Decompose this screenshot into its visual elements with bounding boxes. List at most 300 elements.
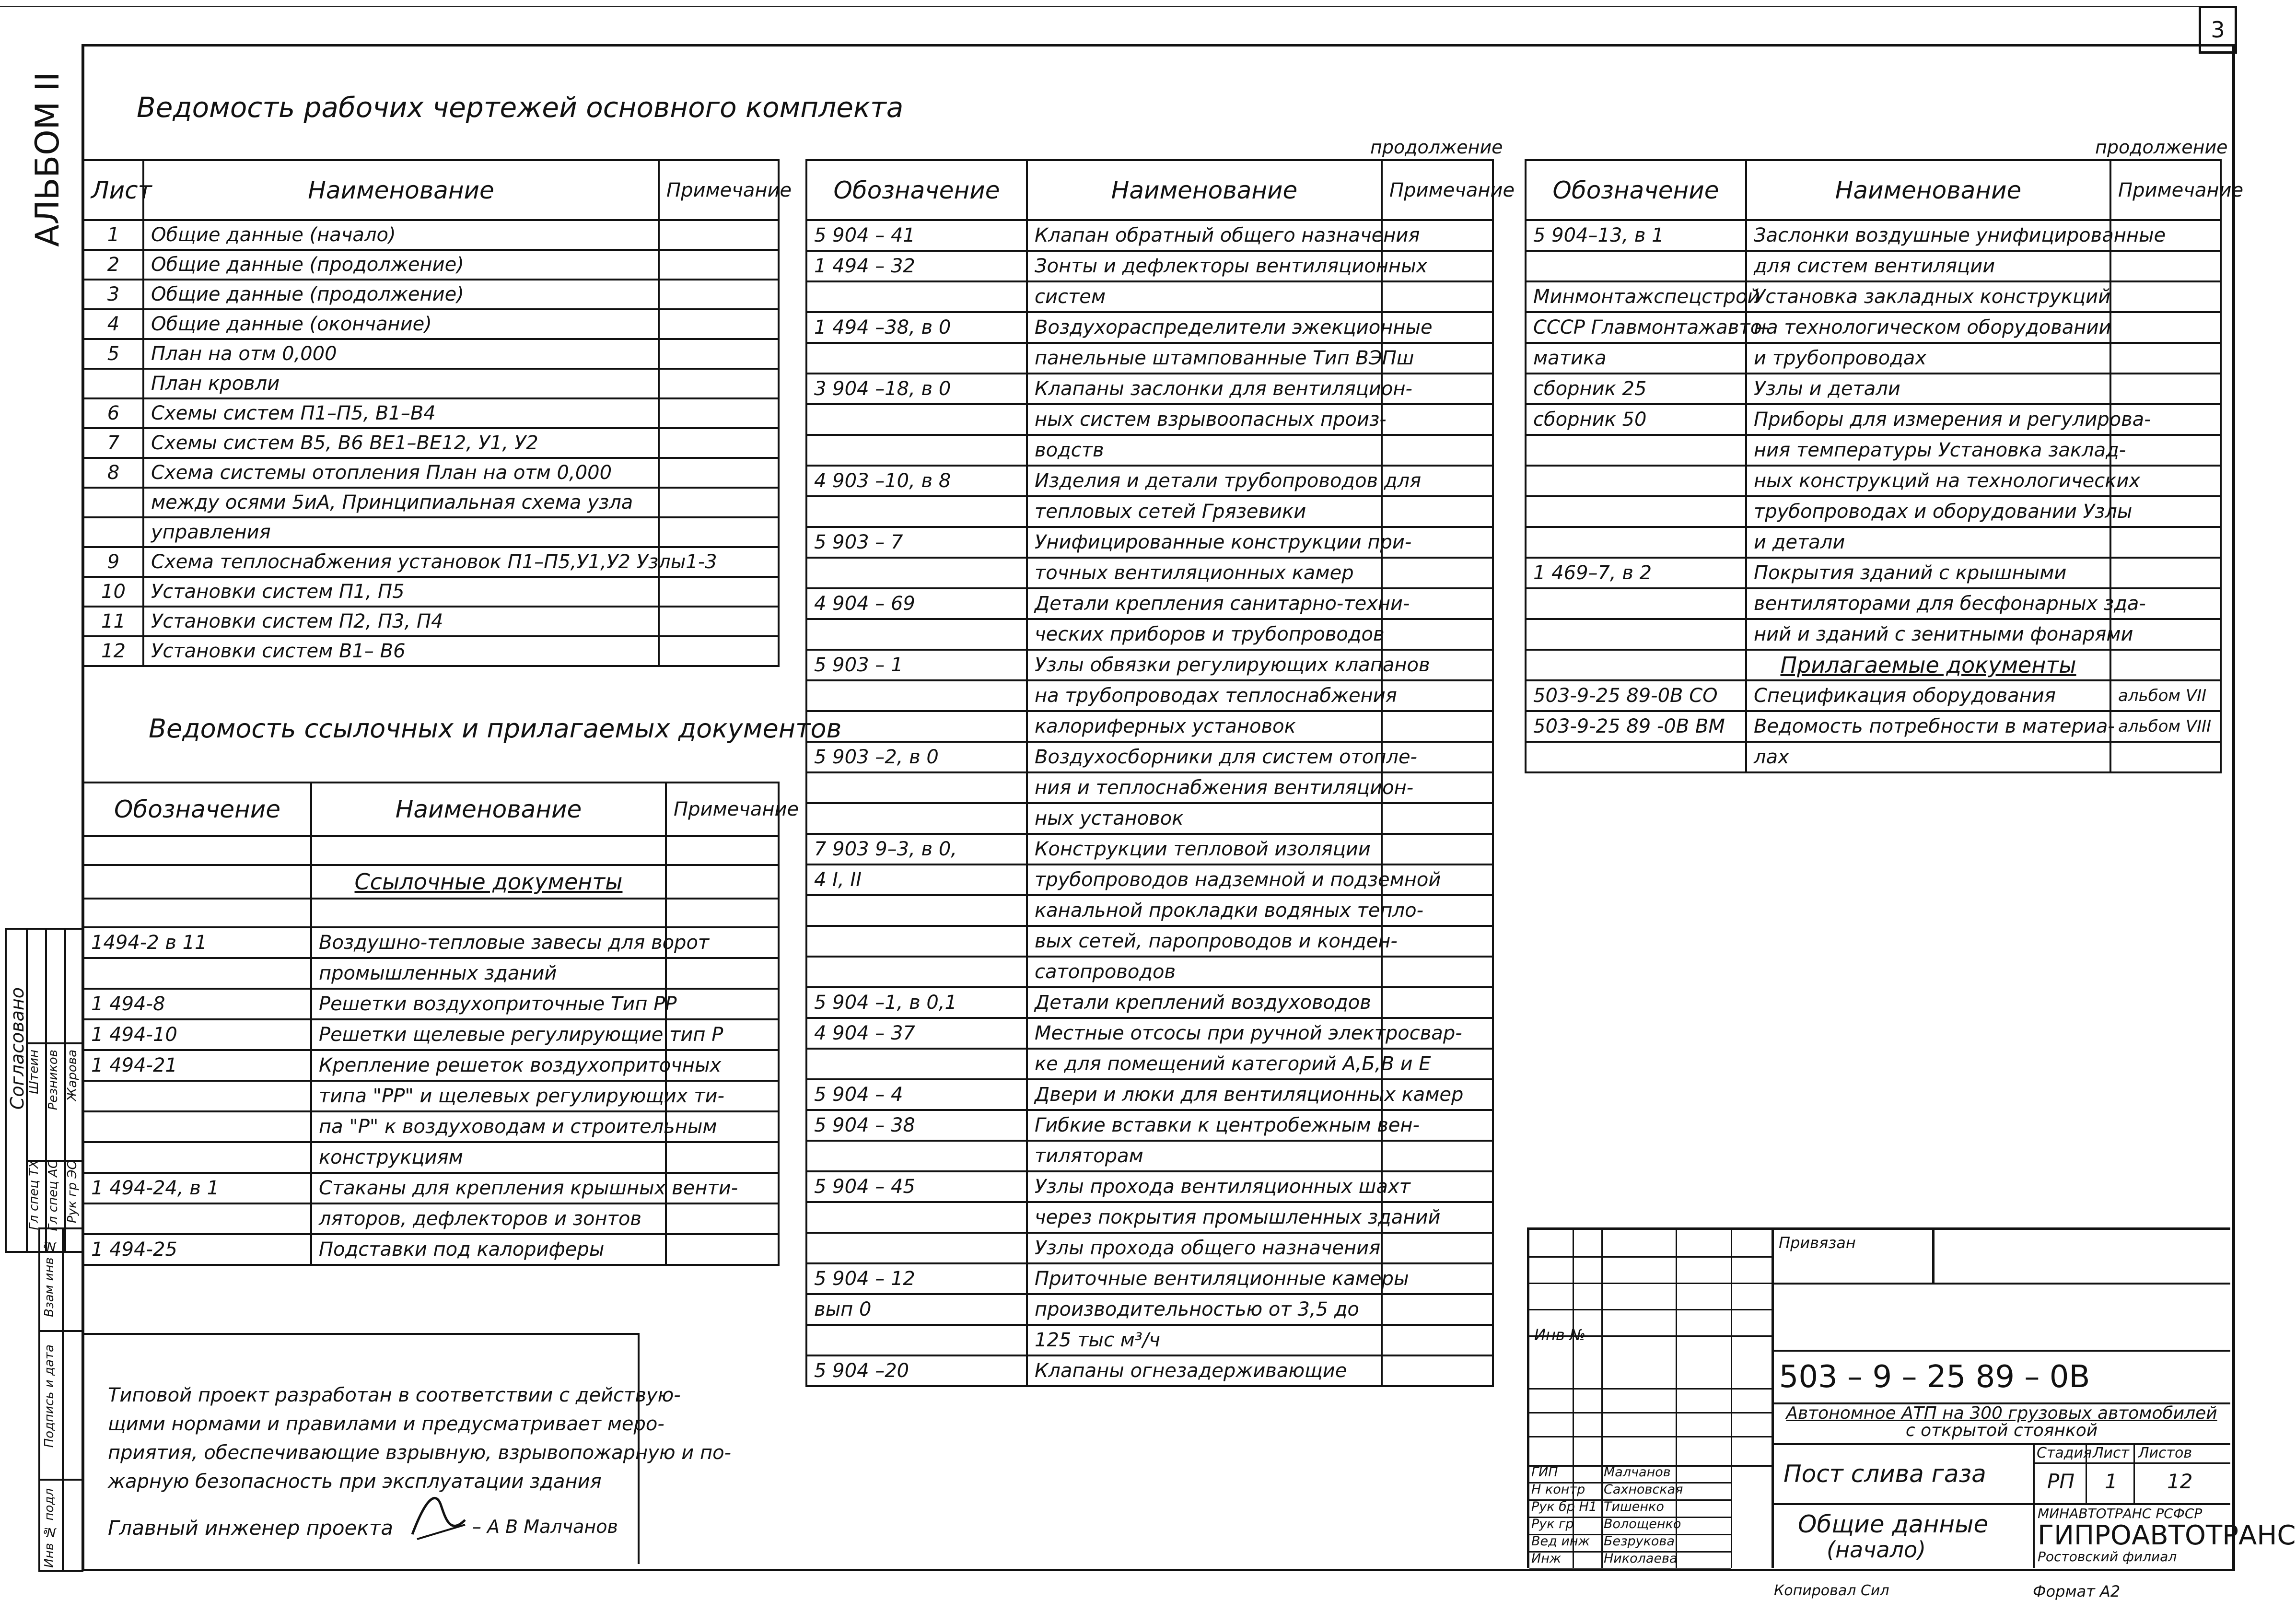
name-cell: систем [1027,281,1382,312]
note-cell [659,607,779,636]
code-cell: 5 904 –20 [806,1355,1027,1386]
note-cell [666,958,779,989]
table-row [1526,619,2221,650]
note-cell [666,1142,779,1173]
stage-header: Стадия [2037,1445,2092,1461]
name-cell: Установка закладных конструкций [1746,281,2110,312]
sheet-number-cell: 12 [83,636,143,666]
table-row [806,1141,1493,1171]
signature-row [1529,1517,1731,1535]
note-line: жарную безопасность при эксплуатации здания [108,1471,602,1493]
note-cell [2110,558,2221,588]
table-row [806,588,1493,619]
signature-role: Инж [1531,1551,1562,1566]
col-name: Наименование [311,783,666,836]
table-row [806,281,1493,312]
code-cell [806,711,1027,742]
sheet-number-cell: 5 [83,339,143,369]
note-cell [1382,1294,1493,1325]
name-cell: ческих приборов и трубопроводов [1027,619,1382,650]
table-row [806,312,1493,343]
format-label: Формат А2 [2033,1582,2121,1600]
code-cell [806,558,1027,588]
name-cell: Детали креплений воздуховодов [1027,987,1382,1018]
col-name: Наименование [1746,160,2110,220]
name-cell: па "Р" к воздуховодам и строительным [311,1111,666,1142]
code-cell [83,1142,311,1173]
note-cell [666,1203,779,1234]
sheet-name-cell: Общие данные (продолжение) [143,280,659,309]
col-note: Примечание [659,160,779,220]
refs-title: Ведомость ссылочных и прилагаемых документов [149,713,842,744]
table-row [83,577,779,607]
name-cell: Приборы для измерения и регулирова- [1746,404,2110,435]
code-cell [806,1233,1027,1263]
code-cell: 5 904–13, в 1 [1526,220,1746,251]
code-cell [806,281,1027,312]
sheet-number-cell: 10 [83,577,143,607]
signature-row [1529,1465,1731,1484]
sheet-name-cell: между осями 5иА, Принципиальная схема узла [143,488,659,517]
note-cell [1382,680,1493,711]
name-cell: лах [1746,742,2110,772]
code-cell: СССР Главмонтажавто- [1526,312,1746,343]
code-cell: 1 494 – 32 [806,251,1027,281]
note-cell [1382,496,1493,527]
code-cell [1526,251,1746,281]
table-row [1526,680,2221,711]
name-cell: Унифицированные конструкции при- [1027,527,1382,558]
code-cell: сборник 50 [1526,404,1746,435]
org-branch: Ростовский филиал [2038,1549,2177,1565]
code-cell [806,343,1027,374]
note-cell [659,458,779,488]
note-line: щими нормами и правилами и предусматривает меро- [108,1413,664,1435]
chief-engineer-name: – А В Малчанов [472,1516,618,1537]
name-cell: 125 тыс м³/ч [1027,1325,1382,1355]
table-row [83,458,779,488]
table-row [806,220,1493,251]
note-line: Типовой проект разработан в соответствии с действую- [108,1384,681,1406]
table-row [806,466,1493,496]
table-row [1526,588,2221,619]
sheet-name-cell: Схема теплоснабжения установок П1–П5,У1,У2 Узлы1-3 [143,547,659,577]
sheet-name-cell: Установки систем В1– В6 [143,636,659,666]
table-row [806,1110,1493,1141]
copied-label: Копировал Сил [1774,1582,1889,1599]
code-cell: сборник 25 [1526,374,1746,404]
code-cell: 1494-2 в 11 [83,927,311,958]
sheet-name-cell: Схемы систем В5, В6 ВЕ1–ВЕ12, У1, У2 [143,428,659,458]
col-sheet: Лист [83,160,143,220]
table-row [806,558,1493,588]
name-cell: Двери и люки для вентиляционных камер [1027,1079,1382,1110]
name-cell: точных вентиляционных камер [1027,558,1382,588]
table-row [1526,466,2221,496]
note-cell [2110,374,2221,404]
note-cell [1382,435,1493,466]
note-cell [659,339,779,369]
refs-section-title: Ссылочные документы [311,865,666,899]
continuation-mid: продолжение [1370,137,1503,158]
table-row [806,742,1493,772]
name-cell: Заслонки воздушные унифицированные [1746,220,2110,251]
code-cell: 4 904 – 37 [806,1018,1027,1049]
sheets-header: Листов [2138,1445,2192,1461]
inv-label: Инв № [1534,1326,1586,1344]
note-cell [659,220,779,250]
name-cell: вых сетей, паропроводов и конден- [1027,926,1382,957]
name-cell: Решетки щелевые регулирующие тип Р [311,1019,666,1050]
table-row [1526,711,2221,742]
album-label: АЛЬБОМ II [29,72,67,247]
signature-name: Безрукова [1604,1534,1675,1549]
table-row [1526,404,2221,435]
table-row [806,772,1493,803]
table-row [83,369,779,398]
table-row [1526,312,2221,343]
name-cell: ке для помещений категорий А,Б,В и Е [1027,1049,1382,1079]
code-cell [806,404,1027,435]
table-row [806,895,1493,926]
name-cell: канальной прокладки водяных тепло- [1027,895,1382,926]
stamp-label: Взам инв № [42,1239,57,1317]
table-row [83,220,779,250]
code-cell [1526,435,1746,466]
code-cell: 1 494-25 [83,1234,311,1265]
sheet-name-cell: Общие данные (окончание) [143,309,659,339]
note-line: приятия, обеспечивающие взрывную, взрывопожарную и по- [108,1442,731,1464]
table-row [83,927,779,958]
sheet-number-cell: 6 [83,398,143,428]
name-cell: Воздушно-тепловые завесы для ворот [311,927,666,958]
name-cell: ния и теплоснабжения вентиляцион- [1027,772,1382,803]
continuation-right: продолжение [2095,137,2228,158]
name-cell: Узлы обвязки регулирующих клапанов [1027,650,1382,680]
table-row [1526,220,2221,251]
note-cell: альбом VII [2110,680,2221,711]
code-cell [806,803,1027,834]
note-cell [1382,1233,1493,1263]
note-cell [1382,558,1493,588]
note-cell [666,1234,779,1265]
name-cell: Покрытия зданий с крышными [1746,558,2110,588]
sheets-value: 12 [2167,1470,2193,1493]
cell [311,836,666,865]
table-row [806,1263,1493,1294]
name-cell: на трубопроводах теплоснабжения [1027,680,1382,711]
sheet-number-cell: 9 [83,547,143,577]
code-cell: 5 904 – 38 [806,1110,1027,1141]
sheet-number-cell: 11 [83,607,143,636]
inventory-strip [38,1227,83,1572]
note-cell [1382,1141,1493,1171]
name-cell: производительностью от 3,5 до [1027,1294,1382,1325]
note-cell [1382,1325,1493,1355]
name-cell: Клапаны огнезадерживающие [1027,1355,1382,1386]
code-cell [806,496,1027,527]
name-cell: трубопроводов надземной и подземной [1027,864,1382,895]
table-row [83,958,779,989]
cell [666,899,779,927]
note-cell [666,989,779,1019]
name-cell: ляторов, дефлекторов и зонтов [311,1203,666,1234]
cell [83,899,311,927]
code-cell: 1 494-8 [83,989,311,1019]
name-cell: через покрытия промышленных зданий [1027,1202,1382,1233]
stamp-label: Инв № подл [42,1488,57,1568]
col-code: Обозначение [1526,160,1746,220]
signature-name: Николаева [1604,1551,1678,1566]
note-cell [659,369,779,398]
code-cell: 1 494-21 [83,1050,311,1081]
project-name: Автономное АТП на 300 грузовых автомобилей [1786,1403,2217,1423]
code-cell [806,895,1027,926]
table-row [83,607,779,636]
sheet-number-cell: 3 [83,280,143,309]
approval-name: Штеин [27,1050,41,1094]
col-note: Примечание [666,783,779,836]
approval-role: Гл спец АС [46,1160,60,1231]
approval-name: Жарова [65,1050,80,1101]
doc-name-2: (начало) [1827,1537,1926,1563]
cell [83,836,311,865]
table-row [1526,650,2221,680]
table-row [83,547,779,577]
sheet-name-cell: Схема системы отопления План на отм 0,000 [143,458,659,488]
agreed-label: Согласовано [7,987,28,1110]
cell [666,836,779,865]
note-cell [2110,435,2221,466]
name-cell: тепловых сетей Грязевики [1027,496,1382,527]
code-cell: 4 I, II [806,864,1027,895]
code-cell [806,926,1027,957]
name-cell: Воздухораспределители эжекционные [1027,312,1382,343]
sheet-number-cell: 8 [83,458,143,488]
code-cell: 3 904 –18, в 0 [806,374,1027,404]
main-title: Ведомость рабочих чертежей основного комплекта [137,91,904,124]
sheet-name-cell: Схемы систем П1–П5, В1–В4 [143,398,659,428]
code-cell [1526,496,1746,527]
signature-name: Тишенко [1604,1499,1664,1514]
sheet-value: 1 [2105,1470,2118,1493]
table-row [806,1325,1493,1355]
table-row [806,864,1493,895]
table-row [806,957,1493,987]
note-cell [1382,281,1493,312]
table-row [83,1019,779,1050]
note-cell [1382,619,1493,650]
sheet-name-cell: Общие данные (начало) [143,220,659,250]
table-row [806,1294,1493,1325]
table-row [83,488,779,517]
signature-name: Волощенко [1604,1517,1681,1531]
sheet-number-cell [83,517,143,547]
note-cell [2110,527,2221,558]
org-ministry: МИНАВТОТРАНС РСФСР [2038,1506,2203,1521]
note-cell [2110,312,2221,343]
code-cell: 5 904 – 45 [806,1171,1027,1202]
name-cell: Клапан обратный общего назначения [1027,220,1382,251]
table-row [83,517,779,547]
code-cell [806,680,1027,711]
name-cell: панельные штампованные Тип ВЭПш [1027,343,1382,374]
table-row [806,343,1493,374]
code-cell: 5 903 – 1 [806,650,1027,680]
code-cell [1526,619,1746,650]
table-row [806,1202,1493,1233]
middle-refs-table [805,159,1515,1387]
right-refs-table [1525,159,2244,773]
name-cell: Детали крепления санитарно-техни- [1027,588,1382,619]
note-cell [2110,742,2221,772]
name-cell: ных систем взрывоопасных произ- [1027,404,1382,435]
sheet-number-cell [83,488,143,517]
table-row [806,711,1493,742]
note-cell [2110,650,2221,680]
code-cell: 1 469–7, в 2 [1526,558,1746,588]
name-cell: вентиляторами для бесфонарных зда- [1746,588,2110,619]
table-row [83,280,779,309]
table-row [1526,435,2221,466]
code-cell: 5 904 – 41 [806,220,1027,251]
note-cell [659,280,779,309]
sheet-number-cell: 4 [83,309,143,339]
table-row [806,680,1493,711]
name-cell: Изделия и детали трубопроводов для [1027,466,1382,496]
sheet-number-cell: 7 [83,428,143,458]
name-cell: Приточные вентиляционные камеры [1027,1263,1382,1294]
note-cell [2110,251,2221,281]
col-name: Наименование [1027,160,1382,220]
note-cell [1382,803,1493,834]
name-cell: Местные отсосы при ручной электросвар- [1027,1018,1382,1049]
table-row [83,1142,779,1173]
name-cell: калориферных установок [1027,711,1382,742]
signature-row [1529,1482,1731,1501]
name-cell: трубопроводах и оборудовании Узлы [1746,496,2110,527]
name-cell: на технологическом оборудовании [1746,312,2110,343]
doc-name: Общие данные [1798,1510,1989,1538]
code-cell [83,1111,311,1142]
sheet-number-cell: 1 [83,220,143,250]
name-cell: Ведомость потребности в материа- [1746,711,2110,742]
approval-role: Гл спец ТХ [27,1160,41,1230]
org-name: ГИПРОАВТОТРАНС [2038,1520,2296,1551]
code-cell [1526,466,1746,496]
name-cell: водств [1027,435,1382,466]
sheet-name-cell: Установки систем П1, П5 [143,577,659,607]
table-row [1526,527,2221,558]
code-cell [806,1325,1027,1355]
sheet-number: 3 [2211,17,2225,43]
code-cell: 4 903 –10, в 8 [806,466,1027,496]
signature-role: Вед инж [1531,1534,1590,1549]
table-row [83,1173,779,1203]
chief-engineer-label: Главный инженер проекта [108,1516,393,1540]
note-box-divider [82,1333,640,1564]
table-row [83,1234,779,1265]
name-cell: Зонты и дефлекторы вентиляционных [1027,251,1382,281]
code-cell: 1 494-24, в 1 [83,1173,311,1203]
code-cell: 1 494-10 [83,1019,311,1050]
signature-name: Малчанов [1604,1465,1671,1480]
code-cell [806,1049,1027,1079]
title-block [1527,1227,2296,1568]
code-cell [806,957,1027,987]
name-cell: Прилагаемые документы [1746,650,2110,680]
name-cell: Узлы прохода общего назначения [1027,1233,1382,1263]
table-row [83,636,779,666]
sheet-name-cell: Установки систем П2, П3, П4 [143,607,659,636]
name-cell: типа "РР" и щелевых регулирующих ти- [311,1081,666,1111]
code-cell [806,772,1027,803]
table-row [83,309,779,339]
note-cell [2110,281,2221,312]
name-cell: Спецификация оборудования [1746,680,2110,711]
sheet-number-cell [83,369,143,398]
code-cell: 7 903 9–3, в 0, [806,834,1027,864]
signature-row [1529,1534,1731,1553]
sheet-name-cell: управления [143,517,659,547]
table-row [1526,343,2221,374]
note-cell [659,636,779,666]
table-row [83,1111,779,1142]
code-cell: 503-9-25 89-0В СО [1526,680,1746,711]
table-row [806,374,1493,404]
note-cell [659,517,779,547]
signature-role: Н контр [1531,1482,1585,1497]
table-row [1526,496,2221,527]
sheet-name-cell: План на отм 0,000 [143,339,659,369]
signature-name: Сахновская [1604,1482,1683,1497]
document-code: 503 – 9 – 25 89 – 0В [1779,1359,2090,1395]
table-row [1526,558,2221,588]
sheet-name-cell: Общие данные (продолжение) [143,250,659,280]
table-row [806,404,1493,435]
name-cell: Подставки под калориферы [311,1234,666,1265]
code-cell: 1 494 –38, в 0 [806,312,1027,343]
note-cell [2110,343,2221,374]
table-row [806,834,1493,864]
table-row [83,1203,779,1234]
note-cell [1382,957,1493,987]
table-row [83,428,779,458]
table-row [806,1233,1493,1263]
name-cell: Стаканы для крепления крышных венти- [311,1173,666,1203]
project-name-2: с открытой стоянкой [1905,1421,2098,1440]
name-cell: для систем вентиляции [1746,251,2110,281]
name-cell: ных конструкций на технологических [1746,466,2110,496]
code-cell [83,1081,311,1111]
code-cell [806,1141,1027,1171]
code-cell: 5 904 – 12 [806,1263,1027,1294]
name-cell: и трубопроводах [1746,343,2110,374]
name-cell: Узлы и детали [1746,374,2110,404]
code-cell: 5 904 –1, в 0,1 [806,987,1027,1018]
name-cell: сатопроводов [1027,957,1382,987]
note-cell [659,428,779,458]
stage-value: РП [2047,1470,2075,1493]
name-cell: ных установок [1027,803,1382,834]
top-edge-line [0,6,2199,7]
signature-row [1529,1499,1731,1518]
cell [666,865,779,899]
sheet-header: Лист [2093,1445,2130,1461]
code-cell: 5 903 – 7 [806,527,1027,558]
name-cell: Гибкие вставки к центробежным вен- [1027,1110,1382,1141]
approval-role: Рук гр ЭО [65,1160,80,1224]
